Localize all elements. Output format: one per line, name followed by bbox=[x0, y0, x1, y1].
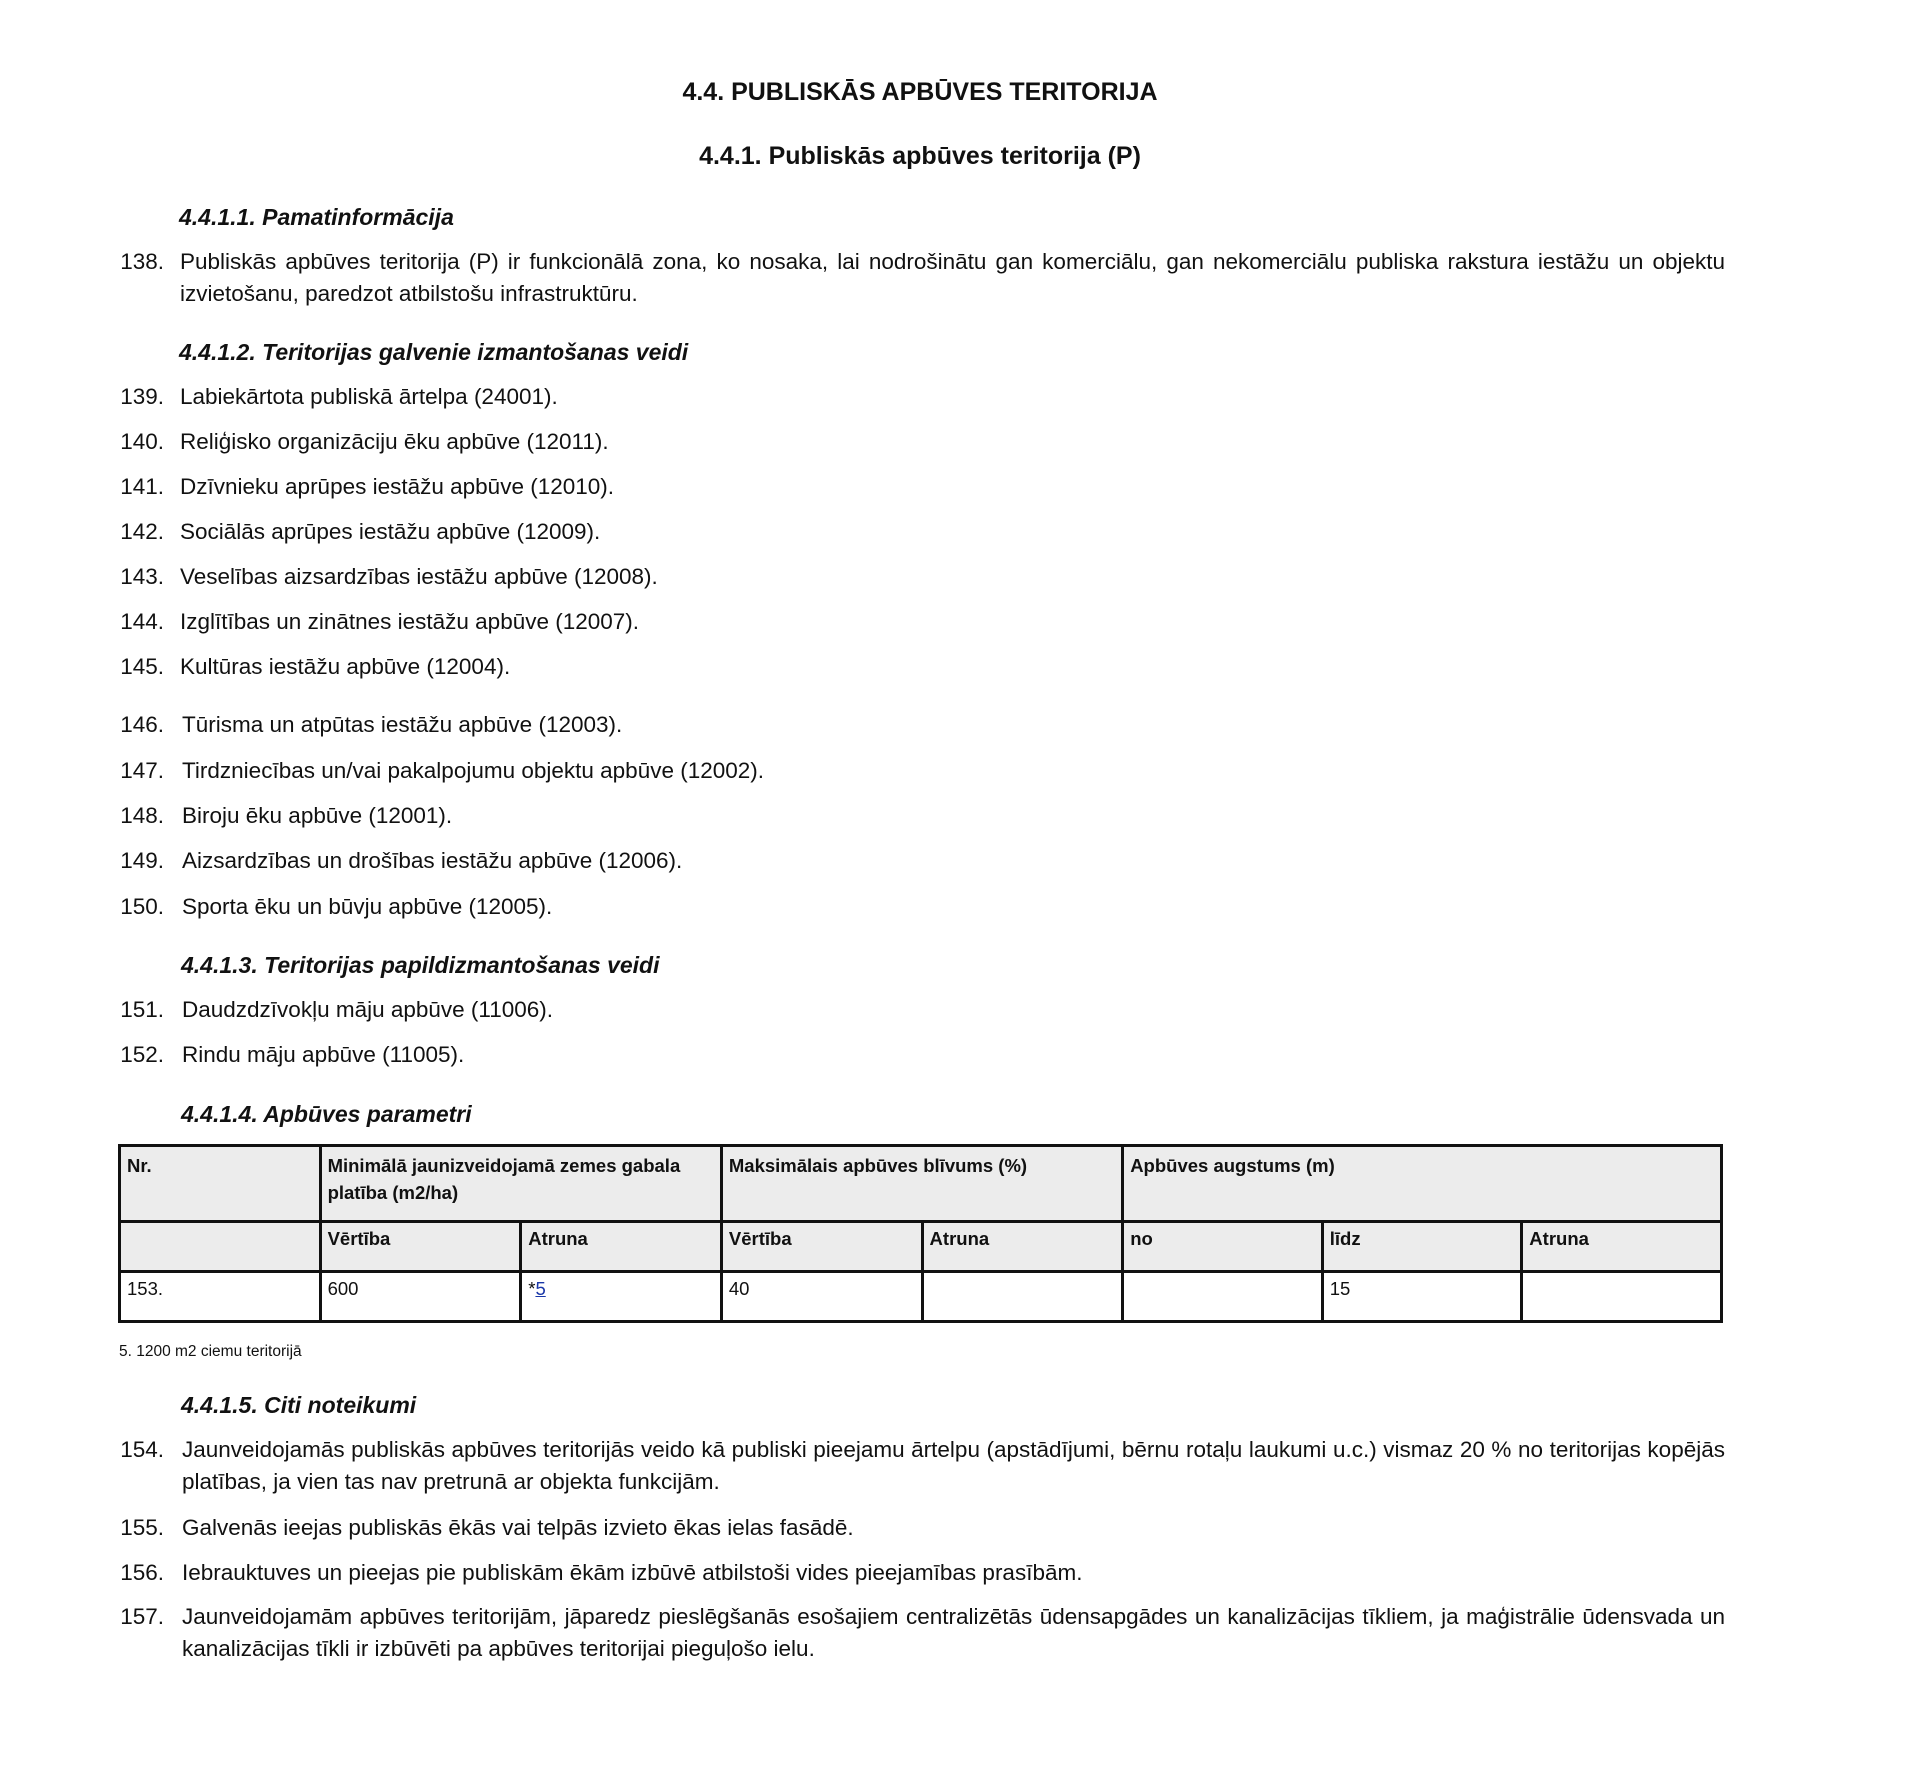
section-heading: 4.4.1. Publiskās apbūves teritorija (P) bbox=[699, 142, 1141, 170]
cell-min-area: 600 bbox=[320, 1272, 521, 1322]
header-height: Apbūves augstums (m) bbox=[1123, 1146, 1722, 1222]
item-number: 152. bbox=[120, 1042, 164, 1067]
subheader-from: no bbox=[1123, 1222, 1323, 1272]
item-text: Veselības aizsardzības iestāžu apbūve (12008). bbox=[180, 564, 658, 589]
item-text: Publiskās apbūves teritorija (P) ir funkcionālā zona, ko nosaka, lai nodrošinātu gan komerciālu, gan nekomerciālu publiska rakstura iestāžu un objektu izvietošanu, paredzot atbilstošu infrastruktūru. bbox=[180, 249, 1725, 306]
chapter-heading: 4.4. PUBLISKĀS APBŪVES TERITORIJA bbox=[682, 78, 1158, 106]
subheader-value: Vērtība bbox=[721, 1222, 922, 1272]
item-text: Reliģisko organizāciju ēku apbūve (12011). bbox=[180, 429, 609, 454]
footnote: 5. 1200 m2 ciemu teritorijā bbox=[119, 1343, 302, 1360]
item-number: 138. bbox=[120, 249, 164, 274]
item-number: 151. bbox=[120, 997, 164, 1022]
subsection-heading-additional-uses: 4.4.1.3. Teritorijas papildizmantošanas veidi bbox=[181, 952, 660, 978]
subsection-heading-other-rules: 4.4.1.5. Citi noteikumi bbox=[181, 1392, 417, 1418]
header-nr: Nr. bbox=[120, 1146, 321, 1222]
item-text: Sociālās aprūpes iestāžu apbūve (12009). bbox=[180, 519, 601, 544]
item-number: 150. bbox=[120, 894, 164, 919]
item-number: 155. bbox=[120, 1515, 164, 1540]
item-number: 142. bbox=[120, 519, 164, 544]
footnote-link[interactable]: 5 bbox=[535, 1278, 546, 1299]
item-text: Izglītības un zinātnes iestāžu apbūve (12007). bbox=[180, 609, 640, 634]
cell-max-density: 40 bbox=[721, 1272, 922, 1322]
item-text: Jaunveidojamās publiskās apbūves teritorijās veido kā publiski pieejamu ārtelpu (apstādījumi, bērnu rotaļu laukumi u.c.) vismaz 20 % no teritorijas kopējās platības, ja vien tas nav pretrunā ar objekta funkcijām. bbox=[182, 1437, 1725, 1494]
item-text: Iebrauktuves un pieejas pie publiskām ēkām izbūvē atbilstoši vides pieejamības prasībām. bbox=[182, 1560, 1083, 1585]
cell-max-density-note bbox=[922, 1272, 1123, 1322]
subsection-heading-main-uses: 4.4.1.2. Teritorijas galvenie izmantošanas veidi bbox=[179, 339, 689, 365]
building-parameters-table bbox=[118, 1144, 1723, 1323]
cell-nr: 153. bbox=[120, 1272, 321, 1322]
subheader-value: Vērtība bbox=[320, 1222, 521, 1272]
item-text: Jaunveidojamām apbūves teritorijām, jāparedz pieslēgšanās esošajiem centralizētās ūdensapgādes un kanalizācijas tīkliem, ja maģistrālie ūdensvada un kanalizācijas tīkli ir izbūvēti pa apbūves teritorijai pieguļošo ielu. bbox=[182, 1604, 1725, 1661]
item-number: 148. bbox=[120, 803, 164, 828]
item-text: Aizsardzības un drošības iestāžu apbūve (12006). bbox=[182, 848, 683, 873]
item-number: 149. bbox=[120, 848, 164, 873]
cell-height-from bbox=[1123, 1272, 1323, 1322]
item-text: Kultūras iestāžu apbūve (12004). bbox=[180, 654, 511, 679]
cell-height-note bbox=[1522, 1272, 1722, 1322]
table-row bbox=[120, 1272, 1722, 1322]
item-text: Tūrisma un atpūtas iestāžu apbūve (12003). bbox=[182, 712, 623, 737]
subheader-note: Atruna bbox=[1522, 1222, 1722, 1272]
item-text: Galvenās ieejas publiskās ēkās vai telpās izvieto ēkas ielas fasādē. bbox=[182, 1515, 854, 1540]
item-number: 157. bbox=[120, 1604, 164, 1629]
note-prefix: * bbox=[528, 1278, 536, 1299]
item-text: Rindu māju apbūve (11005). bbox=[182, 1042, 465, 1067]
item-text: Labiekārtota publiskā ārtelpa (24001). bbox=[180, 384, 558, 409]
item-number: 140. bbox=[120, 429, 164, 454]
header-min-area: Minimālā jaunizveidojamā zemes gabala platība (m2/ha) bbox=[320, 1146, 721, 1222]
subheader-to: līdz bbox=[1322, 1222, 1522, 1272]
subsection-heading-basic-info: 4.4.1.1. Pamatinformācija bbox=[179, 204, 454, 230]
item-text: Dzīvnieku aprūpes iestāžu apbūve (12010). bbox=[180, 474, 615, 499]
subheader-note: Atruna bbox=[922, 1222, 1123, 1272]
cell-height-to: 15 bbox=[1322, 1272, 1522, 1322]
item-text: Sporta ēku un būvju apbūve (12005). bbox=[182, 894, 553, 919]
item-text: Daudzdzīvokļu māju apbūve (11006). bbox=[182, 997, 554, 1022]
cell-min-area-note bbox=[521, 1272, 722, 1322]
subsection-heading-building-parameters: 4.4.1.4. Apbūves parametri bbox=[181, 1101, 472, 1127]
item-number: 143. bbox=[120, 564, 164, 589]
item-text: Biroju ēku apbūve (12001). bbox=[182, 803, 453, 828]
subheader-empty bbox=[120, 1222, 321, 1272]
item-number: 147. bbox=[120, 758, 164, 783]
item-number: 154. bbox=[120, 1437, 164, 1462]
item-number: 145. bbox=[120, 654, 164, 679]
item-number: 139. bbox=[120, 384, 164, 409]
item-number: 144. bbox=[120, 609, 164, 634]
item-text: Tirdzniecības un/vai pakalpojumu objektu apbūve (12002). bbox=[182, 758, 765, 783]
item-number: 156. bbox=[120, 1560, 164, 1585]
header-max-density: Maksimālais apbūves blīvums (%) bbox=[721, 1146, 1122, 1222]
subheader-note: Atruna bbox=[521, 1222, 722, 1272]
table-subheader-row bbox=[120, 1222, 1722, 1272]
item-number: 146. bbox=[120, 712, 164, 737]
table-header-row bbox=[120, 1146, 1722, 1222]
item-number: 141. bbox=[120, 474, 164, 499]
